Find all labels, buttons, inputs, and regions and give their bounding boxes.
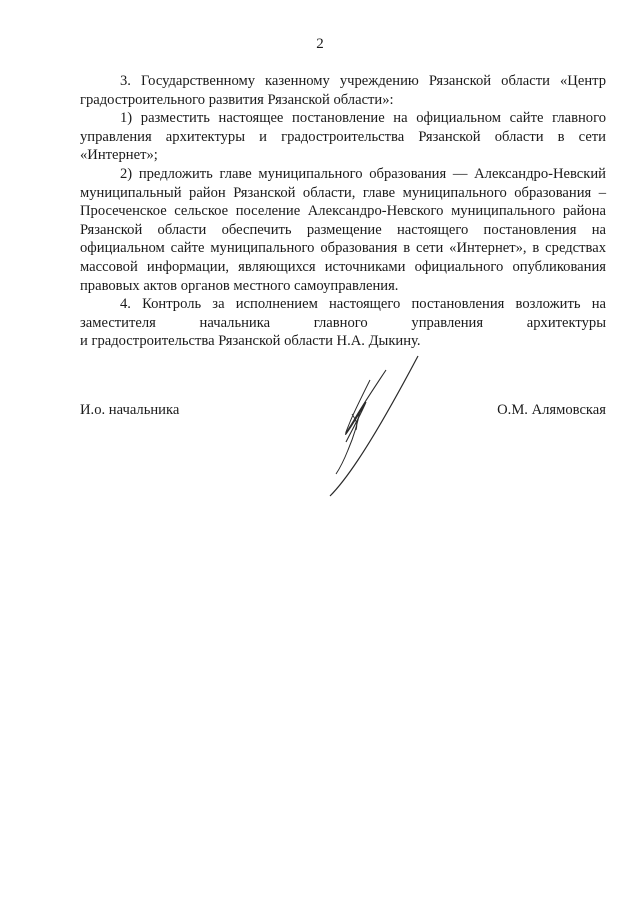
signer-role: И.о. начальника: [80, 402, 180, 418]
signer-name: О.М. Алямовская: [497, 402, 606, 418]
page-number: 2: [316, 36, 324, 52]
paragraph-4: 4. Контроль за исполнением настоящего постановления возложить на заместителя начальника главного управления архитектуры: [80, 296, 606, 331]
paragraph-4-continuation: и градостроительства Рязанской области Н.А. Дыкину.: [80, 333, 421, 350]
paragraph-3-item-1: 1) разместить настоящее постановление на официальном сайте главного управления архитектуры и градостроительства Рязанской области в сети «Интернет»;: [80, 110, 606, 164]
paragraph-3: 3. Государственному казенному учреждению Рязанской области «Центр градостроительного развития Рязанской области»:: [80, 73, 606, 108]
document-body: [80, 72, 606, 351]
paragraph-3-item-2: 2) предложить главе муниципального образования — Александро-Невский муниципальный район Рязанской области, главе муниципального образования – Просеченское сельское поселение Александро-Невского муниципального района Рязанской области обеспечить размещение настоящего постановления на официальном сайте муниципального образования в сети «Интернет», в средствах массовой информации, являющихся источниками официального опубликования правовых актов органов местного самоуправления.: [80, 165, 606, 294]
handwritten-signature: [300, 350, 440, 500]
